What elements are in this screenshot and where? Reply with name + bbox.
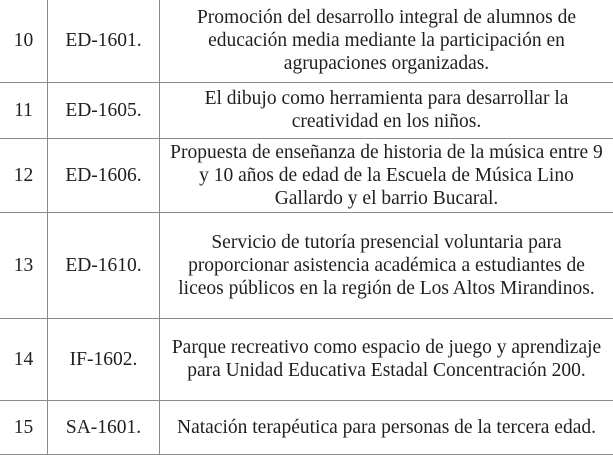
table-row	[0, 82, 613, 138]
table-row	[0, 318, 613, 400]
project-code: IF-1602.	[48, 318, 160, 400]
project-code: ED-1601.	[48, 0, 160, 82]
row-number: 14	[0, 318, 48, 400]
row-number: 10	[0, 0, 48, 82]
row-number: 15	[0, 400, 48, 454]
project-description: Promoción del desarrollo integral de alumnos de educación media mediante la participación en agrupaciones organizadas.	[160, 0, 613, 82]
project-description: El dibujo como herramienta para desarrollar la creatividad en los niños.	[160, 82, 613, 138]
project-code: ED-1606.	[48, 138, 160, 212]
project-code: SA-1601.	[48, 400, 160, 454]
table-row	[0, 138, 613, 212]
project-description: Natación terapéutica para personas de la tercera edad.	[160, 400, 613, 454]
row-number: 11	[0, 82, 48, 138]
table-row	[0, 212, 613, 318]
project-description: Parque recreativo como espacio de juego y aprendizaje para Unidad Educativa Estadal Concentración 200.	[160, 318, 613, 400]
row-number: 12	[0, 138, 48, 212]
project-description: Propuesta de enseñanza de historia de la música entre 9 y 10 años de edad de la Escuela de Música Lino Gallardo y el barrio Bucaral.	[160, 138, 613, 212]
row-number: 13	[0, 212, 48, 318]
project-code: ED-1605.	[48, 82, 160, 138]
project-code: ED-1610.	[48, 212, 160, 318]
table-row	[0, 400, 613, 454]
project-description: Servicio de tutoría presencial voluntaria para proporcionar asistencia académica a estudiantes de liceos públicos en la región de Los Altos Mirandinos.	[160, 212, 613, 318]
table-row	[0, 0, 613, 82]
